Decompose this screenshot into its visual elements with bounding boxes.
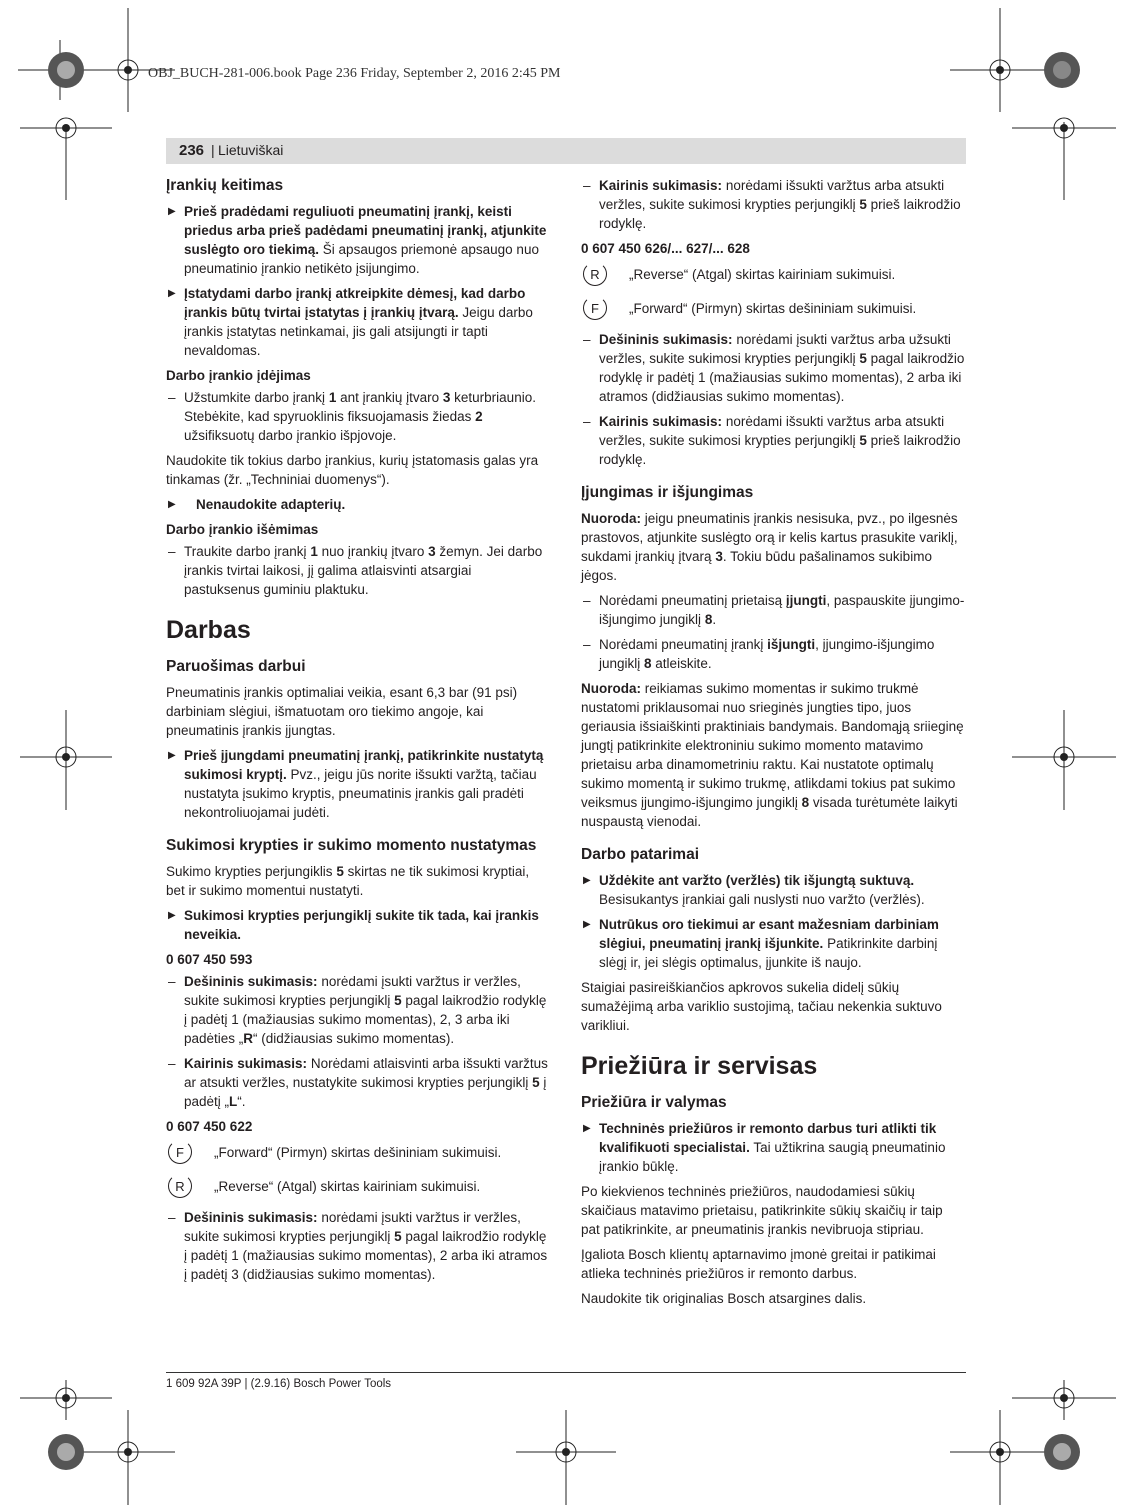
subsection-title-remove: Darbo įrankio išėmimas [166, 522, 319, 537]
right-column [581, 176, 965, 1314]
header-language: Lietuviškai [218, 142, 284, 158]
step-item: – Užstumkite darbo įrankį 1 ant įrankių įtvaro 3 keturbriaunio. Stebėkite, kad spyruoklinis fiksuojamasis žiedas 2 užsifiksuotų darbo įrankio išpjovoje. [166, 388, 550, 445]
print-slug: OBJ_BUCH-281-006.book Page 236 Friday, September 2, 2016 2:45 PM [148, 66, 561, 81]
section-title-direction: Sukimosi krypties ir sukimo momento nustatymas [166, 837, 537, 854]
forward-legend: F „Forward“ (Pirmyn) skirtas dešininiam sukimuisi. [581, 296, 965, 320]
forward-icon: F [168, 1140, 192, 1164]
warning-bullet: ▶ Įstatydami darbo įrankį atkreipkite dėmesį, kad darbo įrankis būtų tvirtai įstatytas į įrankių įtvarą. Jeigu darbo įrankis įstatytas netinkamai, jis gali atsijungti ir tapti nevaldomas. [166, 284, 550, 360]
note-paragraph: Nuoroda: jeigu pneumatinis įrankis nesisuka, pvz., po ilgesnės prastovos, atjunkite suslėgto orą ir kelis kartus prasukite variklį, sukdami įrankių įtvarą 3. Tokiu būdu pašalinamos sukibimo jėgos. [581, 511, 958, 583]
step-item: – Kairinis sukimasis: norėdami išsukti varžtus arba atsukti veržles, sukite sukimosi krypties perjungiklį 5 prieš laikrodžio rodyklę. [581, 176, 965, 233]
reverse-icon: R [583, 262, 607, 286]
section-title-tips: Darbo patarimai [581, 846, 700, 863]
step-item: – Norėdami pneumatinį įrankį išjungti, įjungimo-išjungimo jungiklį 8 atleiskite. [581, 635, 965, 673]
warning-bullet: ▶ Prieš pradėdami reguliuoti pneumatinį įrankį, keisti priedus arba prieš padėdami pneumatinį įrankį, atjunkite suslėgto oro tiekimą. Ši apsaugos priemonė apsaugo nuo pneumatinio įrankio netikėto įsijungimo. [166, 202, 550, 278]
page-number: 236 [179, 142, 205, 159]
footer-text: 1 609 92A 39P | (2.9.16) Bosch Power Tools [166, 1378, 392, 1390]
model-number: 0 607 450 626/... 627/... 628 [581, 241, 750, 256]
paragraph: Sukimo krypties perjungiklis 5 skirtas ne tik sukimosi kryptiai, bet ir sukimo momentui nustatyti. [166, 864, 530, 898]
section-title-preparation: Paruošimas darbui [166, 658, 306, 675]
section-title-tool-change: Įrankių keitimas [166, 177, 284, 194]
page-footer [166, 1372, 966, 1390]
subsection-title-insert: Darbo įrankio įdėjimas [166, 368, 311, 383]
paragraph: Naudokite tik tokius darbo įrankius, kurių įstatomasis galas yra tinkamas (žr. „Techniniai duomenys“). [166, 453, 539, 487]
paragraph: Staigiai pasireiškiančios apkrovos sukelia didelį sūkių sumažėjimą arba variklio sustojimą, tačiau nekenkia suktuvo varikliui. [581, 980, 942, 1033]
chapter-title-operation: Darbas [166, 616, 251, 644]
step-item: – Dešininis sukimasis: norėdami įsukti varžtus arba užsukti veržles, sukite sukimosi krypties perjungiklį 5 pagal laikrodžio rodyklę ir padėtį 1 (mažiausias sukimo momentas), 2 arba iki atramos (didžiausias sukimo momentas). [581, 330, 965, 406]
section-title-on-off: Įjungimas ir išjungimas [581, 484, 754, 501]
warning-bullet: ▶ Sukimosi krypties perjungiklį sukite tik tada, kai įrankis neveikia. [166, 906, 550, 944]
reverse-icon: R [168, 1174, 192, 1198]
section-title-cleaning: Priežiūra ir valymas [581, 1094, 727, 1111]
warning-bullet: ▶ Nutrūkus oro tiekimui ar esant mažesniam darbiniam slėgiui, pneumatinį įrankį išjunkite. Patikrinkite darbinį slėgį ir, jei slėgis optimalus, įjunkite iš naujo. [581, 915, 965, 972]
step-item: – Traukite darbo įrankį 1 nuo įrankių įtvaro 3 žemyn. Jei darbo įrankis tvirtai laikosi, jį galima atlaisvinti atsargiai pastuksenus guminiu plaktuku. [166, 542, 550, 599]
note-paragraph: Nuoroda: reikiamas sukimo momentas ir sukimo trukmė nustatomi priklausomai nuo srieginės jungties tipo, juos geriausia išsiaiškinti praktiniais bandymais. Bandomąją sriieginę jungtį patikrinkite elektroniniu sukimo momento matavimo prietaisu arba dinamometriniu raktu. Kai nustatote optimalų sukimo momentą ir sukimo trukmę, atlikdami tokius pat sukimo veiksmus įjungimo-išjungimo jungiklį 8 visada turėtumėte laikyti nuspaustą vienodai. [581, 681, 964, 829]
step-item: – Kairinis sukimasis: Norėdami atlaisvinti arba išsukti varžtus ar atsukti veržles, nustatykite sukimosi krypties perjungiklį 5 į padėtį „L“. [166, 1054, 550, 1111]
paragraph: Po kiekvienos techninės priežiūros, naudodamiesi sūkių skaičiaus matavimo prietaisu, patikrinkite sūkių skaičių ir taip pat patikrinkite, ar pneumatinis įrankis nevibruoja stipriau. [581, 1184, 943, 1237]
paragraph: Naudokite tik originalias Bosch atsargines dalis. [581, 1291, 867, 1306]
paragraph: Pneumatinis įrankis optimaliai veikia, esant 6,3 bar (91 psi) darbiniam slėgiui, išmatuotam oro tiekimo angoje, kai pneumatinis įrankis įjungtas. [166, 685, 518, 738]
warning-bullet: ▶ Nenaudokite adapterių. [166, 495, 550, 514]
forward-legend: F „Forward“ (Pirmyn) skirtas dešininiam sukimuisi. [166, 1140, 550, 1164]
step-item: – Dešininis sukimasis: norėdami įsukti varžtus ir veržles, sukite sukimosi krypties perjungiklį 5 pagal laikrodžio rodyklę į padėtį 1 (mažiausias sukimo momentas), 2, 3 arba iki padėties „R“ (didžiausias sukimo momentas). [166, 972, 550, 1048]
page-header-bar [166, 138, 966, 164]
step-item: – Kairinis sukimasis: norėdami išsukti varžtus arba atsukti veržles, sukite sukimosi krypties perjungiklį 5 prieš laikrodžio rodyklę. [581, 412, 965, 469]
left-column [166, 176, 550, 1290]
step-item: – Norėdami pneumatinį prietaisą įjungti, paspauskite įjungimo-išjungimo jungiklį 8. [581, 591, 965, 629]
step-item: – Dešininis sukimasis: norėdami įsukti varžtus ir veržles, sukite sukimosi krypties perjungiklį 5 pagal laikrodžio rodyklę į padėtį 1 (mažiausias sukimo momentas), 2 arba iki atramos į padėtį 3 (didžiausias sukimo momentas). [166, 1208, 550, 1284]
paragraph: Įgaliota Bosch klientų aptarnavimo įmonė greitai ir patikimai atlieka techninės priežiūros ir remonto darbus. [581, 1247, 936, 1281]
reverse-legend: R „Reverse“ (Atgal) skirtas kairiniam sukimuisi. [166, 1174, 550, 1198]
header-separator: | [211, 142, 215, 158]
forward-icon: F [583, 296, 607, 320]
model-number: 0 607 450 622 [166, 1119, 253, 1134]
reverse-legend: R „Reverse“ (Atgal) skirtas kairiniam sukimuisi. [581, 262, 965, 286]
warning-bullet: ▶ Techninės priežiūros ir remonto darbus turi atlikti tik kvalifikuoti specialistai. Tai užtikrina saugią pneumatinio įrankio būklę. [581, 1119, 965, 1176]
model-number: 0 607 450 593 [166, 952, 253, 967]
warning-bullet: ▶ Uždėkite ant varžto (veržlės) tik išjungtą suktuvą. Besisukantys įrankiai gali nuslysti nuo varžto (veržlės). [581, 871, 965, 909]
chapter-title-maintenance: Priežiūra ir servisas [581, 1052, 818, 1080]
warning-bullet: ▶ Prieš įjungdami pneumatinį įrankį, patikrinkite nustatytą sukimosi kryptį. Pvz., jeigu jūs norite išsukti varžtą, tačiau nustatyta įsukimo kryptis, pneumatinis įrankis gali pradėti nekontroliuojamai judėti. [166, 746, 550, 822]
